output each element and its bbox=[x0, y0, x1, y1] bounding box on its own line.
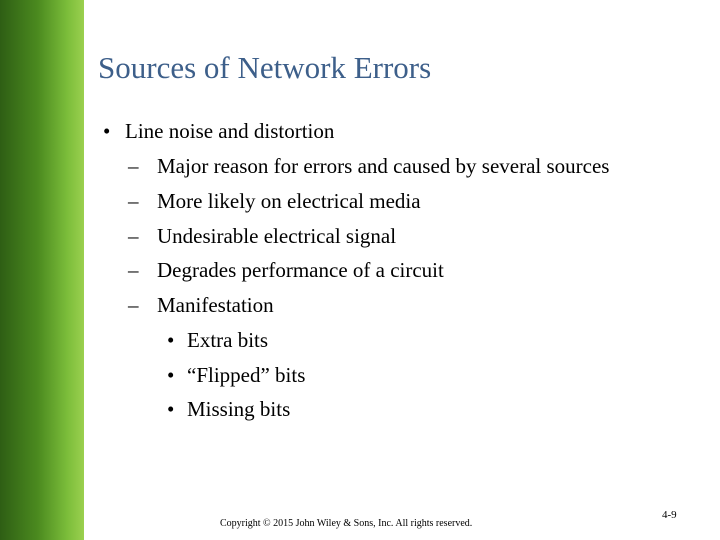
bullet-marker: • bbox=[167, 328, 175, 352]
page-number: 4-9 bbox=[662, 509, 677, 521]
bullet-marker: • bbox=[103, 119, 111, 143]
sub-bullet-text: Undesirable electrical signal bbox=[157, 224, 397, 248]
dash-marker: – bbox=[128, 258, 139, 282]
bullet-text: Line noise and distortion bbox=[125, 119, 335, 143]
sub-bullet-text: Major reason for errors and caused by several sources bbox=[157, 154, 610, 178]
sub-bullet-text: Degrades performance of a circuit bbox=[157, 258, 444, 282]
copyright-footer: Copyright © 2015 John Wiley & Sons, Inc. All rights reserved. bbox=[220, 518, 473, 529]
slide-title: Sources of Network Errors bbox=[98, 50, 432, 85]
bullet-marker: • bbox=[167, 397, 175, 421]
dash-marker: – bbox=[128, 224, 139, 248]
sub-bullet-text: More likely on electrical media bbox=[157, 189, 421, 213]
bullet-marker: • bbox=[167, 363, 175, 387]
dash-marker: – bbox=[128, 293, 139, 317]
dash-marker: – bbox=[128, 189, 139, 213]
sub-sub-bullet-text: Missing bits bbox=[187, 397, 291, 421]
dash-marker: – bbox=[128, 154, 139, 178]
sub-sub-bullet-text: “Flipped” bits bbox=[187, 363, 306, 387]
sub-bullet-text: Manifestation bbox=[157, 293, 274, 317]
sidebar-decoration bbox=[0, 0, 84, 540]
sub-sub-bullet-text: Extra bits bbox=[187, 328, 269, 352]
